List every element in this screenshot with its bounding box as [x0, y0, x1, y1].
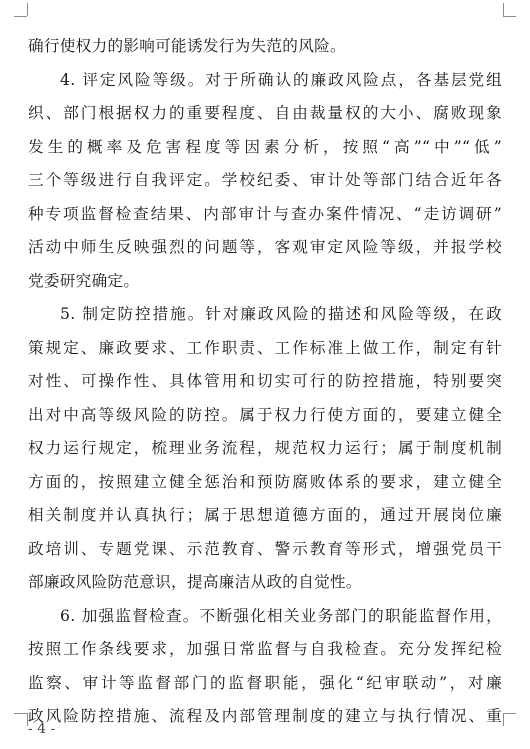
- page-number: - 4 -: [28, 721, 56, 737]
- text-line: 相关制度并认真执行；属于思想道德方面的，通过开展岗位廉: [28, 506, 502, 524]
- text-line: 方面的，按照建立健全惩治和预防腐败体系的要求，建立健全: [28, 473, 502, 491]
- text-line: 策规定、廉政要求、工作职责、工作标准上做工作，制定有针: [28, 339, 502, 357]
- text-line: 确行使权力的影响可能诱发行为失范的风险。: [28, 37, 346, 55]
- text-line: 活动中师生反映强烈的问题等，客观审定风险等级，并报学校: [28, 238, 502, 256]
- text-line: 种专项监督检查结果、内部审计与查办案件情况、“走访调研”: [28, 205, 502, 223]
- text-line: 发生的概率及危害程度等因素分析，按照“高”“中”“低”: [28, 138, 502, 156]
- text-line: 监察、审计等监督部门的监督职能，强化“纪审联动”，对廉: [28, 674, 502, 692]
- text-line: 按照工作条线要求，加强日常监督与自我检查。充分发挥纪检: [28, 640, 502, 658]
- text-line: 对性、可操作性、具体管用和切实可行的防控措施，特别要突: [28, 372, 502, 390]
- text-line: 出对中高等级风险的防控。属于权力行使方面的，要建立健全: [28, 406, 502, 424]
- text-line: 党委研究确定。: [28, 272, 140, 290]
- text-line: 织、部门根据权力的重要程度、自由裁量权的大小、腐败现象: [28, 104, 502, 122]
- text-line: 6. 加强监督检查。不断强化相关业务部门的职能监督作用，: [60, 607, 502, 625]
- text-line: 政风险防控措施、流程及内部管理制度的建立与执行情况、重: [28, 707, 502, 725]
- text-line: 权力运行规定，梳理业务流程，规范权力运行；属于制度机制: [28, 439, 502, 457]
- text-line: 5. 制定防控措施。针对廉政风险的描述和风险等级，在政: [60, 305, 502, 323]
- text-line: 4. 评定风险等级。对于所确认的廉政风险点，各基层党组: [60, 71, 502, 89]
- text-line: 政培训、专题党课、示范教育、警示教育等形式，增强党员干: [28, 540, 502, 558]
- text-line: 三个等级进行自我评定。学校纪委、审计处等部门结合近年各: [28, 171, 502, 189]
- text-line: 部廉政风险防范意识，提高廉洁从政的自觉性。: [28, 573, 362, 591]
